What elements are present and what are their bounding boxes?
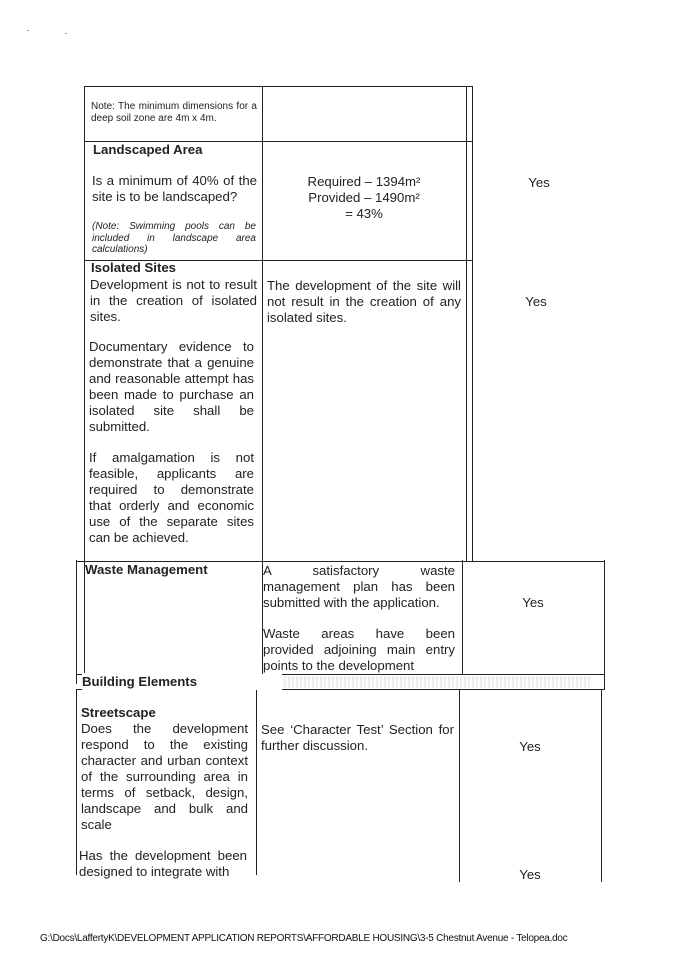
scan-speck — [65, 33, 67, 34]
streetscape-response: See ‘Character Test’ Section for further discussion. — [261, 722, 454, 753]
document-path-footer: G:\Docs\LaffertyK\DEVELOPMENT APPLICATION REPORTS\AFFORDABLE HOUSING\3-5 Chestnut Avenue - Telopea.doc — [40, 933, 568, 944]
landscaped-result: Yes — [528, 175, 550, 190]
landscaped-note: (Note: Swimming pools can be included in landscape area calculations) — [92, 221, 256, 255]
waste-result: Yes — [522, 595, 544, 610]
isolated-para-1: Development is not to result in the creation of isolated sites. — [90, 277, 257, 324]
waste-response-2: Waste areas have been provided adjoining main entry points to the development — [263, 626, 455, 673]
streetscape-question-1: Does the development respond to the existing character and urban context of the surrounding area in terms of setback, design, landscape and bulk and scale — [81, 721, 248, 832]
streetscape-heading: Streetscape — [81, 705, 156, 720]
waste-management-heading: Waste Management — [85, 562, 208, 577]
streetscape-result-1: Yes — [519, 739, 541, 754]
isolated-result: Yes — [525, 294, 547, 309]
landscaped-percent: = 43% — [345, 206, 383, 221]
isolated-para-2: Documentary evidence to demonstrate that a genuine and reasonable attempt has been made to purchase an isolated site shall be submitted. — [89, 339, 254, 434]
landscaped-required: Required – 1394m² — [307, 174, 421, 189]
landscaped-area-heading: Landscaped Area — [93, 142, 203, 157]
isolated-sites-heading: Isolated Sites — [91, 260, 177, 275]
isolated-para-3: If amalgamation is not feasible, applicants are required to demonstrate that orderly and economic use of the separate sites can be achieved. — [89, 450, 254, 545]
landscaped-question: Is a minimum of 40% of the site is to be landscaped? — [92, 173, 257, 204]
isolated-response: The development of the site will not result in the creation of any isolated sites. — [267, 278, 461, 325]
streetscape-result-2: Yes — [519, 867, 541, 882]
building-elements-heading: Building Elements — [82, 674, 282, 690]
streetscape-question-2: Has the development been designed to integrate with — [79, 848, 247, 879]
landscaped-provided: Provided – 1490m² — [308, 190, 420, 205]
waste-response-1: A satisfactory waste management plan has been submitted with the application. — [263, 563, 455, 610]
deep-soil-note: Note: The minimum dimensions for a deep soil zone are 4m x 4m. — [91, 101, 257, 124]
scan-speck — [27, 30, 29, 31]
